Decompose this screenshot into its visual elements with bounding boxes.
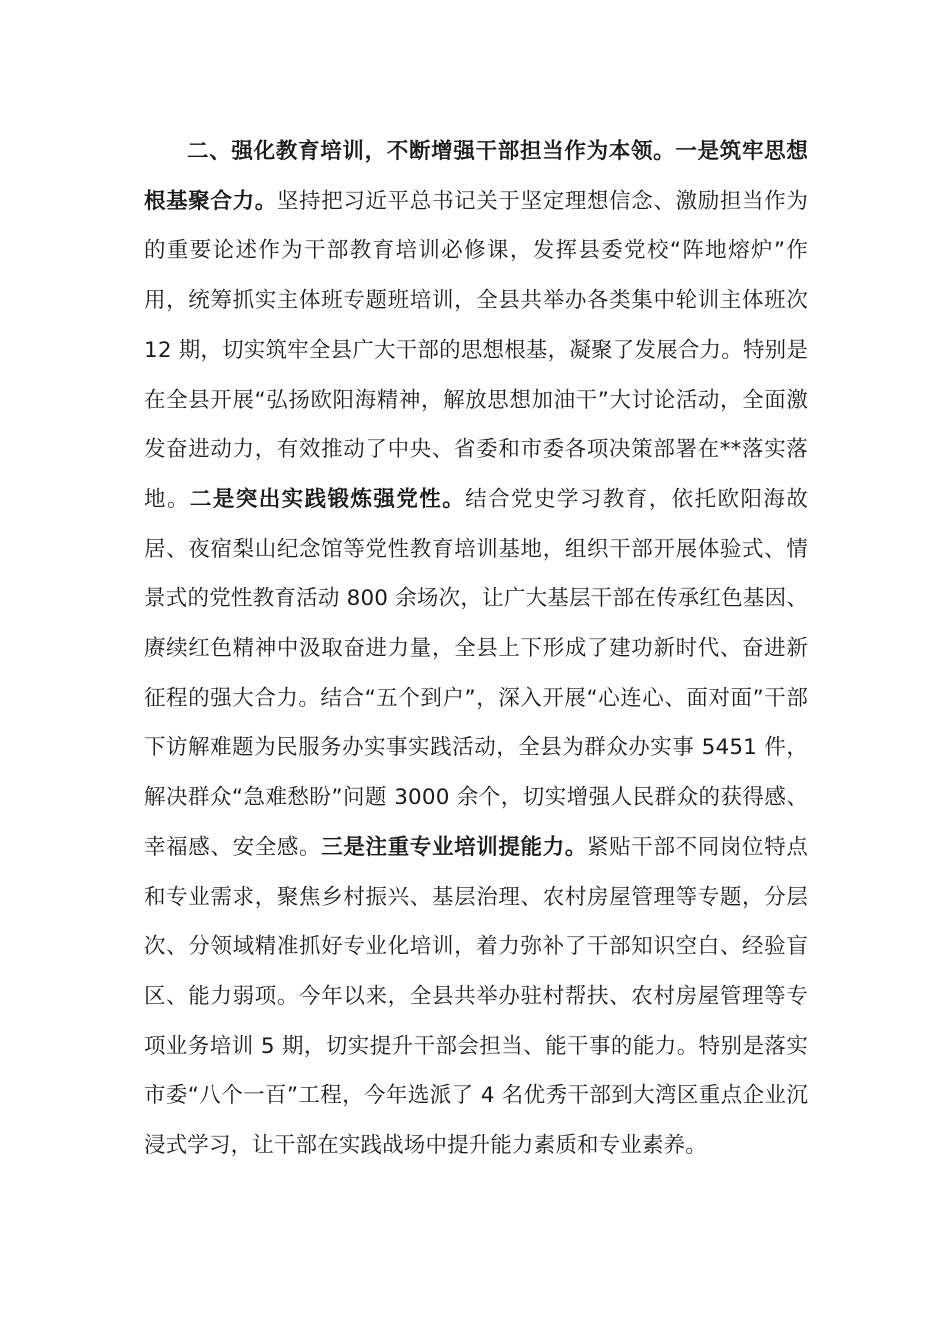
body-run-practice: 结合党史学习教育，依托欧阳海故居、夜宿梨山纪念馆等党性教育培训基地，组织干部开展体验式、情景式的党性教育活动 800 余场次，让广大基层干部在传承红色基因、赓续红色精神中汲取奋进力量，全县上下形成了建功新时代、奋进新征程的强大合力。结合“五个到户”，深入开展“心连心、面对面”干部下访解难题为民服务办实事实践活动，全县为群众办实事 5451 件，解决群众“急难愁盼”问题 3000 余个，切实增强人民群众的获得感、幸福感、安全感。 [144, 486, 808, 860]
heading-run-professional: 三是注重专业培训提能力。 [321, 834, 587, 860]
heading-run-practice: 二是突出实践锻炼强党性。 [189, 486, 466, 512]
document-body [144, 127, 808, 1171]
paragraph-cadre-training [144, 127, 808, 1171]
body-run-ideology: 坚持把习近平总书记关于坚定理想信念、激励担当作为的重要论述作为干部教育培训必修课，发挥县委党校“阵地熔炉”作用，统筹抓实主体班专题班培训，全县共举办各类集中轮训主体班次 12 期，切实筑牢全县广大干部的思想根基，凝聚了发展合力。特别是在全县开展“弘扬欧阳海精神，解放思想加油干”大讨论活动，全面激发奋进动力，有效推动了中央、省委和市委各项决策部署在**落实落地。 [144, 188, 808, 512]
heading-run-section-two: 二、强化教育培训，不断增强干部担当作为本领。一是筑牢思想根基聚合力。 [144, 139, 808, 214]
body-run-professional: 紧贴干部不同岗位特点和专业需求，聚焦乡村振兴、基层治理、农村房屋管理等专题，分层次、分领域精准抓好专业化培训，着力弥补了干部知识空白、经验盲区、能力弱项。今年以来，全县共举办驻村帮扶、农村房屋管理等专项业务培训 5 期，切实提升干部会担当、能干事的能力。特别是落实市委“八个一百”工程，今年选派了 4 名优秀干部到大湾区重点企业沉浸式学习，让干部在实践战场中提升能力素质和专业素养。 [144, 834, 808, 1159]
